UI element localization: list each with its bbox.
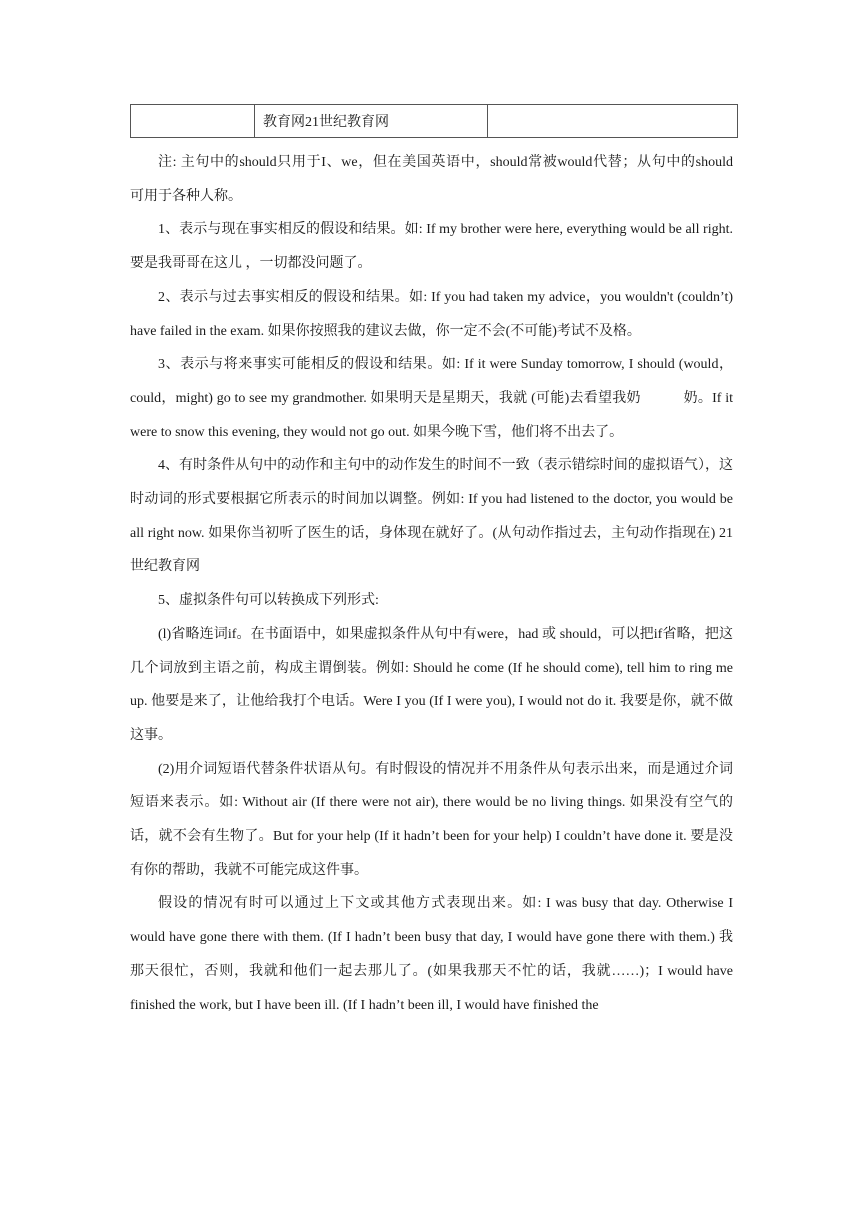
header-cell-middle: 教育网21世纪教育网 (255, 105, 488, 138)
paragraph-3: 3、表示与将来事实可能相反的假设和结果。如: If it were Sunday tomorrow, I should (would，could，might) go to see my grandmother. 如果明天是星期天，我就 (可能)去看望我奶 奶。If it were to snow this evening, they would not go out. 如果今晚下雪，他们将不出去了。 (130, 357, 733, 440)
paragraph-2: 2、表示与过去事实相反的假设和结果。如: If you had taken my advice，you wouldn't (couldn’t) have failed in the exam. 如果你按照我的建议去做，你一定不会(不可能)考试不及格。 (130, 289, 733, 339)
header-table (130, 104, 738, 138)
header-cell-left (131, 105, 255, 138)
paragraph-1: 1、表示与现在事实相反的假设和结果。如: If my brother were here, everything would be all right. 要是我哥哥在这儿 ，一切都没问题了。 (130, 222, 733, 272)
paragraph-4: 4、有时条件从句中的动作和主句中的动作发生的时间不一致（表示错综时间的虚拟语气），这时动词的形式要根据它所表示的时间加以调整。例如: If you had listened to the doctor, you would be all right now. 如果你当初听了医生的话，身体现在就好了。(从句动作指过去，主句动作指现在) 21世纪教育网 (130, 458, 733, 575)
paragraph-5: 5、虚拟条件句可以转换成下列形式: (158, 593, 379, 609)
paragraph-context: 假设的情况有时可以通过上下文或其他方式表现出来。如: I was busy that day. Otherwise I would have gone there with them. (If I hadn’t been busy that day, I would have gone there with them.) 我那天很忙，否则，我就和他们一起去那儿了。(如果我那天不忙的话，我就……)；I would have finished the work, but I have been ill. (If I hadn’t been ill, I would have finished the (130, 896, 733, 1013)
document-body (130, 146, 747, 1022)
header-table-row (131, 105, 738, 138)
paragraph-5-1: (l)省略连词if。在书面语中，如果虚拟条件从句中有were，had 或 should，可以把if省略，把这几个词放到主语之前，构成主谓倒装。例如: Should he come (If he should come), tell him to ring me up. 他要是来了，让他给我打个电话。Were I you (If I were you), I would not do it. 我要是你，就不做这事。 (130, 626, 733, 743)
paragraph-note: 注: 主句中的should只用于I、we，但在美国英语中，should常被would代替；从句中的should 可用于各种人称。 (130, 155, 747, 204)
header-cell-right (488, 105, 738, 138)
paragraph-5-2: (2)用介词短语代替条件状语从句。有时假设的情况并不用条件从句表示出来，而是通过介词短语来表示。如: Without air (If there were not air), there would be no living things. 如果没有空气的话，就不会有生物了。But for your help (If it hadn’t been for your help) I couldn’t have done it. 要是没有你的帮助，我就不可能完成这件事。 (130, 761, 733, 878)
